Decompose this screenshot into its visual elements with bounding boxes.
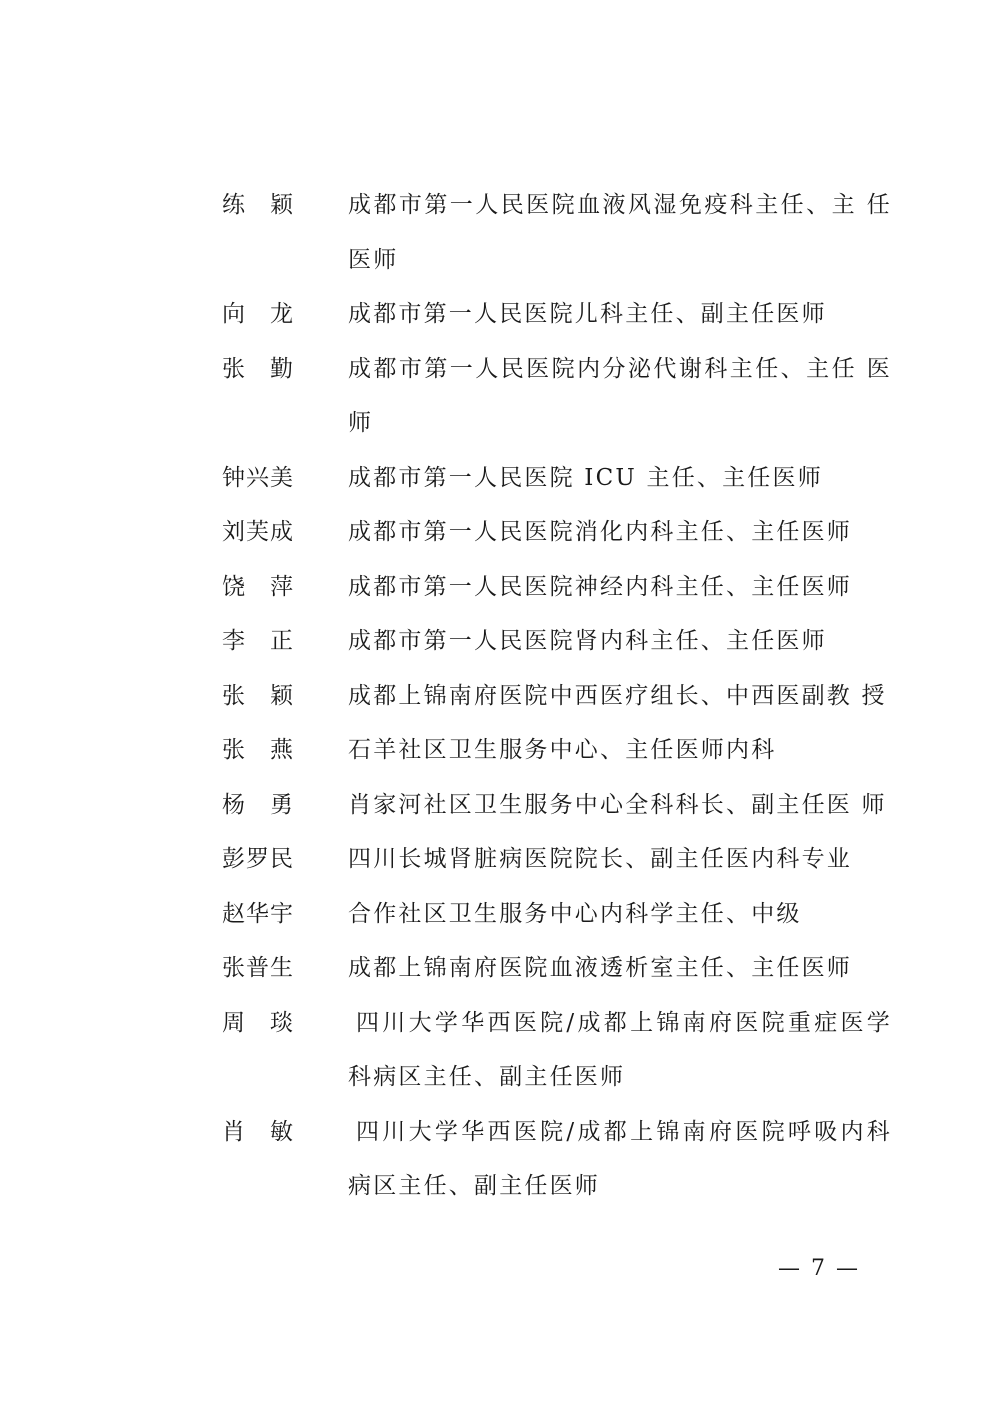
person-description: 四川大学华西医院/成都上锦南府医院呼吸内科病区主任、副主任医师 xyxy=(348,1118,892,1199)
person-name: 张 燕 xyxy=(222,737,294,763)
person-description: 成都市第一人民医院血液风湿免疫科主任、主 任医师 xyxy=(348,192,892,273)
person-name: 练 颖 xyxy=(222,192,294,218)
list-item xyxy=(222,723,892,778)
list-item xyxy=(222,287,892,342)
list-item xyxy=(222,832,892,887)
list-item xyxy=(222,1105,892,1214)
person-description: 四川大学华西医院/成都上锦南府医院重症医学科病区主任、副主任医师 xyxy=(348,1009,892,1090)
person-description: 成都市第一人民医院内分泌代谢科主任、主任 医师 xyxy=(348,355,892,436)
list-item xyxy=(222,996,892,1105)
list-item xyxy=(222,560,892,615)
person-name: 刘芙成 xyxy=(222,519,294,545)
person-name: 周 琰 xyxy=(222,1009,294,1036)
list-item xyxy=(222,669,892,724)
list-item xyxy=(222,778,892,833)
personnel-list xyxy=(222,178,892,1214)
person-name: 杨 勇 xyxy=(222,791,294,818)
person-name: 饶 萍 xyxy=(222,573,294,600)
person-description: 成都市第一人民医院 ICU 主任、主任医师 xyxy=(348,464,823,491)
person-name: 张 勤 xyxy=(222,355,294,382)
person-description: 肖家河社区卫生服务中心全科科长、副主任医 师 xyxy=(348,791,887,818)
person-description: 成都市第一人民医院肾内科主任、主任医师 xyxy=(348,628,827,654)
list-item xyxy=(222,887,892,942)
person-name: 赵华宇 xyxy=(222,900,294,927)
list-item xyxy=(222,614,892,669)
person-description: 四川长城肾脏病医院院长、副主任医内科专业 xyxy=(348,846,852,872)
person-description: 成都市第一人民医院神经内科主任、主任医师 xyxy=(348,573,852,600)
person-description: 石羊社区卫生服务中心、主任医师内科 xyxy=(348,737,777,763)
list-item xyxy=(222,505,892,560)
person-description: 成都市第一人民医院消化内科主任、主任医师 xyxy=(348,519,852,545)
person-name: 钟兴美 xyxy=(222,464,294,491)
person-description: 成都市第一人民医院儿科主任、副主任医师 xyxy=(348,301,827,327)
list-item xyxy=(222,178,892,287)
person-name: 张 颖 xyxy=(222,682,294,709)
person-name: 彭罗民 xyxy=(222,846,294,872)
person-description: 成都上锦南府医院血液透析室主任、主任医师 xyxy=(348,955,852,981)
list-item xyxy=(222,941,892,996)
person-name: 张普生 xyxy=(222,955,294,981)
list-item xyxy=(222,451,892,506)
person-name: 李 正 xyxy=(222,628,294,654)
person-name: 向 龙 xyxy=(222,301,294,327)
person-name: 肖 敏 xyxy=(222,1118,294,1145)
person-description: 合作社区卫生服务中心内科学主任、中级 xyxy=(348,900,802,927)
list-item xyxy=(222,342,892,451)
person-description: 成都上锦南府医院中西医疗组长、中西医副教 授 xyxy=(348,682,887,709)
page-number: — 7 — xyxy=(778,1256,860,1281)
